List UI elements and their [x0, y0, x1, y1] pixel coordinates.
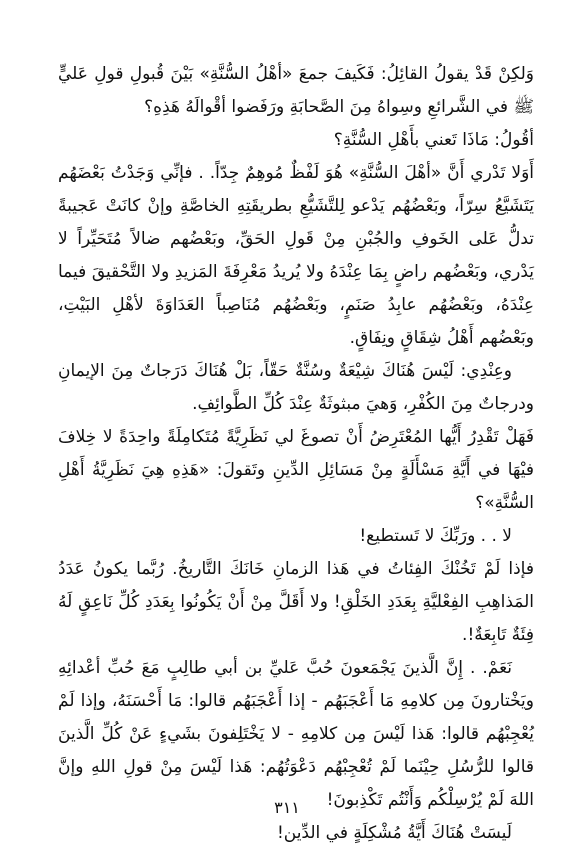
- paragraph-5: فَهَلْ تَقْدِرُ أَيُّها المُعْتَرِضُ أَنْ تصوغَ لي نَظَرِيَّةً مُتَكامِلَةً واحِدَةً لا خِلافَ فيْهَا في أَيَّةِ مَسْأَلَةٍ مِنْ مَسَائِلِ الدِّينِ وتَقولَ: «هَذِهِ هِيَ نَظَرِيَّةُ أَهْلِ السُّنَّةِ»؟: [58, 427, 534, 513]
- paragraph-3: أَوَلا تَدْري أَنَّ «أهْلَ السُّنَّةِ» هُوَ لَفْظٌ مُوهِمٌ جِدّاً. . فإنِّي وَجَدْتُ بَعْضَهُم يَتَشَيَّعُ سِرّاً، وبَعْضُهُم يَدْعو لِلتَّشَيُّعِ بطريقَتِهِ الخاصَّةِ وإنْ كانَتْ عَجيبةً تدلُّ عَلى الخَوفِ والجُبْنِ مِنْ قَولِ الحَقِّ، وبَعْضُهم ضالاً مُتَحَيِّراً لا يَدْري، وبَعْضُهم راضٍ بِمَا عِنْدَهُ ولا يُريدُ مَعْرِفَةَ المَزيدِ ولا التَّحْقيقَ فيما عِنْدَهُ، وبَعْضُهُم عابِدُ صَنَمٍ، وبَعْضُهُم مُنَاصِباً العَدَاوَةَ لأهْلِ البَيْتِ، وبَعْضُهم أَهْلُ شِقَاقٍ ونِفَاقٍ.: [58, 163, 534, 348]
- paragraph-2: أقُولُ: مَاذَا تَعني بأَهْلِ السُّنَّةِ؟: [333, 130, 534, 150]
- body-text: [58, 58, 534, 850]
- paragraph-9: لَيسَتْ هُنَاكَ أَيَّةُ مُشْكِلَةٍ في الدِّين!: [276, 823, 512, 843]
- page-number: ٣١١: [274, 798, 300, 817]
- paragraph-8: نَعَمْ. . إِنَّ الَّذينَ يَجْمَعونَ حُبَّ عَليِّ بن أبي طالِبٍ مَعَ حُبِّ أعْدائِهِ ويَخْتارونَ مِن كلامِهِ مَا أَعْجَبَهُم - إذا أَعْجَبَهُم قالوا: مَا أَحْسَنَهُ، وإذا لَمْ يُعْجِبْهُم قالوا: هَذا لَيْسَ مِن كلامِهِ - لا يَخْتَلِفونَ بشَيءٍ عَنْ كُلِّ الَّذينَ قالوا للرُّسُلِ حِيْنَما لَمْ تُعْجِبْهُم دَعْوَتُهُم: هَذا لَيْسَ مِنْ قولِ اللهِ وإنَّ اللهَ لَمْ يُرْسِلْكُم وَأَنْتُم تَكْذِبونَ!: [58, 658, 534, 810]
- paragraph-1: وَلكِنْ قَدْ يقولُ القائِلُ: فَكَيفَ جمعَ «أهْلُ السُّنَّةِ» بَيْنَ قُبولِ قولِ عَليٍّ ﷺ في الشَّرائعِ وسِواهُ مِنَ الصَّحابَةِ ورَفَضوا أقْوالَهُ هَذِهِ؟: [58, 64, 534, 117]
- paragraph-4: وعِنْدِي: لَيْسَ هُنَاكَ شِيْعَةٌ وسُنَّةٌ حَقّاً، بَلْ هُنَاكَ دَرَجاتٌ مِنَ الإيمانِ ودرجاتٌ مِنَ الكُفْرِ، وَهيَ مبثوثَةٌ عِنْدَ كُلِّ الطَّوائِفِ.: [58, 361, 534, 414]
- paragraph-7: فإذا لَمْ تَخُنْكَ الفِئاتُ في هَذا الزمانِ خَانَكَ التَّاريخُ. رُبَّما يكونُ عَدَدُ المَذاهِبِ الفِعْليَّةِ بِعَدَدِ الخَلْقِ! ولا أَقَلَّ مِنْ أَنْ يَكُونُوا بِعَدَدِ كُلِّ نَاعِقٍ لَهُ فِئَةٌ تَابِعَةٌ!.: [58, 559, 534, 645]
- paragraph-6: لا . . ورَبِّكَ لا تَستطيع!: [359, 526, 512, 546]
